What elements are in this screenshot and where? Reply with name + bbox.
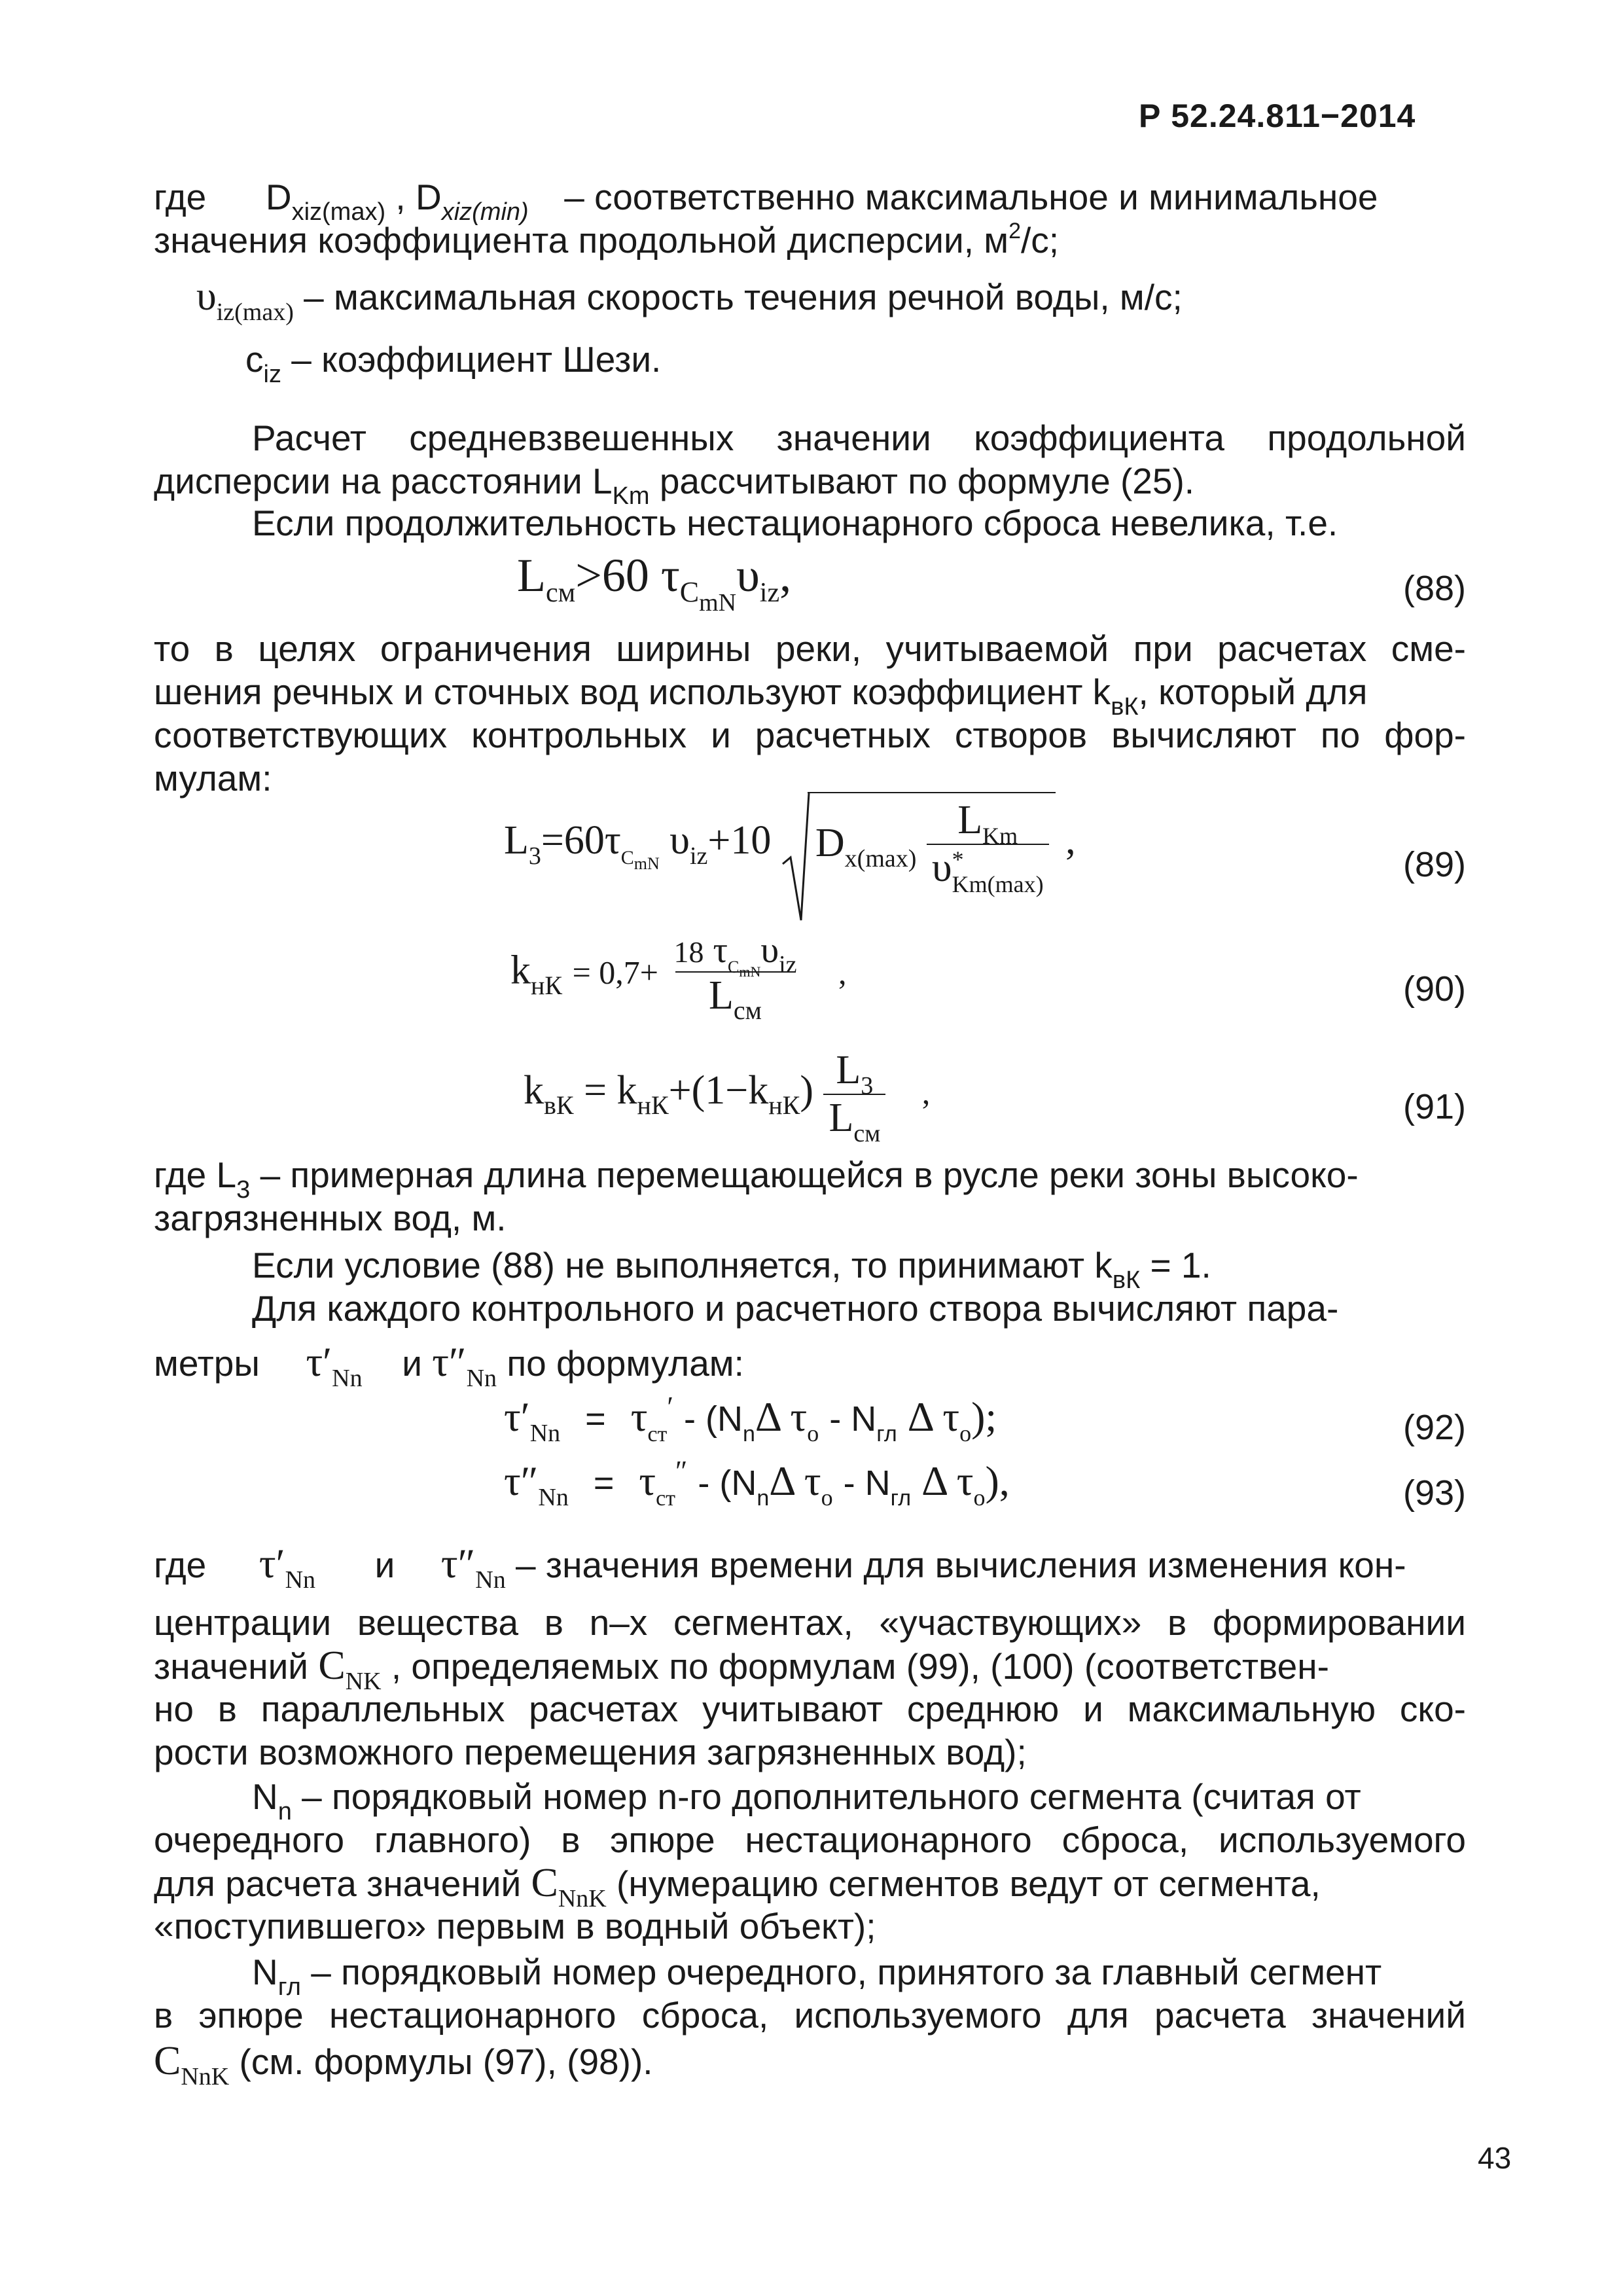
subscript: ст — [656, 1486, 676, 1511]
text-line: то в целях ограничения ширины реки, учитываемой при расчетах сме- — [154, 628, 1466, 669]
symbol: τ″ — [504, 1458, 539, 1504]
subscript: 3 — [528, 842, 541, 870]
subscript: Km(max) — [952, 870, 1044, 897]
subscript: ст — [647, 1422, 668, 1446]
fraction — [669, 929, 802, 1025]
text-line — [154, 2039, 1466, 2088]
subscript: Nn — [466, 1365, 497, 1392]
text: - (N — [684, 1399, 743, 1439]
equation-number: (92) — [1402, 1408, 1466, 1447]
subscript: iz(max) — [216, 298, 294, 326]
text: , который для — [1138, 672, 1368, 712]
text-line — [196, 274, 1508, 326]
symbol: Δ τ — [921, 1458, 974, 1504]
operator: +(1− — [668, 1068, 749, 1113]
subscript: вК — [1111, 693, 1139, 721]
subscript: NnK — [558, 1885, 607, 1912]
symbol: τ″ — [440, 1540, 476, 1587]
equation-number: (89) — [1402, 845, 1466, 884]
text: – максимальная скорость течения речной воды, м/с; — [304, 277, 1183, 317]
superscript: * — [952, 846, 964, 872]
symbol: C — [318, 1643, 346, 1688]
text-line — [154, 1340, 1466, 1390]
subscript: Nn — [538, 1484, 569, 1511]
subscript: n — [277, 1798, 292, 1825]
subscript: n — [757, 1486, 770, 1511]
subscript: нК — [768, 1090, 800, 1121]
symbol: Δ τ — [907, 1393, 960, 1440]
text: N — [252, 1952, 278, 1992]
text: ), — [985, 1458, 1010, 1504]
text: – порядковый номер очередного, принятого за главный сегмент — [311, 1952, 1382, 1992]
subscript: гл — [876, 1422, 897, 1446]
text-line: «поступившего» первым в водный объект); — [154, 1906, 876, 1946]
text-line — [154, 175, 1466, 226]
symbol: Δ τ — [755, 1393, 808, 1440]
equation-91 — [524, 1047, 931, 1147]
text: где L — [154, 1155, 237, 1195]
equation-number: (90) — [1402, 969, 1466, 1009]
text — [843, 1463, 912, 1511]
subscript: xiz(min) — [441, 198, 529, 226]
text: где — [154, 1545, 207, 1585]
text: и — [402, 1343, 422, 1384]
text-line — [154, 219, 1466, 267]
fraction — [823, 1047, 885, 1147]
text: шения речных и сточных вод используют коэффициент k — [154, 672, 1111, 712]
symbol: k — [510, 948, 531, 993]
text: дисперсии на расстоянии L — [154, 461, 613, 501]
text-line: но в параллельных расчетах учитывают среднюю и максимальную ско- — [154, 1689, 1466, 1729]
page-number: 43 — [1478, 2141, 1512, 2175]
symbol: τ — [660, 549, 680, 601]
subscript: mN — [699, 589, 737, 617]
subscript: Km — [612, 482, 650, 510]
text-line: мулам: — [154, 758, 272, 798]
symbol: Δ τ — [769, 1458, 821, 1504]
text: ); — [971, 1393, 997, 1440]
subscript: C — [728, 958, 740, 977]
number: 18 — [673, 935, 704, 969]
operator: =60 — [541, 818, 605, 863]
symbol: L — [836, 1048, 861, 1092]
equation-number: (93) — [1402, 1473, 1466, 1513]
symbol: υ — [760, 930, 779, 971]
symbol: L — [504, 818, 529, 863]
operator: = — [593, 1463, 615, 1503]
text — [684, 1399, 755, 1446]
subscript: iz — [759, 578, 780, 608]
text-line — [252, 1244, 1564, 1294]
text-line — [154, 1153, 1466, 1204]
symbol: L — [829, 1096, 854, 1140]
text: N — [252, 1776, 278, 1817]
text: , — [838, 954, 847, 991]
text: метры — [154, 1343, 260, 1384]
operator: ) — [800, 1068, 813, 1113]
text-line — [154, 1644, 1466, 1693]
symbol: υ — [931, 846, 952, 890]
text: (нумерацию сегментов ведут от сегмента, — [616, 1863, 1321, 1904]
subscript: Nn — [475, 1566, 506, 1594]
symbol: υ — [669, 818, 690, 863]
subscript: вК — [544, 1090, 574, 1121]
subscript: 3 — [236, 1176, 251, 1204]
subscript: xiz(max) — [291, 198, 386, 226]
subscript: o — [821, 1484, 833, 1511]
subscript: n — [742, 1422, 755, 1446]
superscript: 2 — [1008, 219, 1022, 243]
text: и — [374, 1545, 395, 1585]
equation-number: (91) — [1402, 1087, 1466, 1126]
subscript: o — [807, 1420, 819, 1446]
equation-93 — [504, 1455, 1010, 1511]
text: рассчитывают по формуле (25). — [659, 461, 1195, 501]
operator: = — [585, 1399, 606, 1439]
symbol: C — [154, 2039, 181, 2083]
subscript: см — [853, 1120, 881, 1147]
text: для расчета значений — [154, 1863, 522, 1904]
subscript: см — [733, 996, 762, 1025]
text: /с; — [1021, 220, 1060, 260]
symbol: τ′ — [259, 1540, 285, 1587]
symbol: C — [531, 1861, 558, 1905]
subscript: iz — [779, 951, 797, 978]
text-line — [154, 459, 1466, 510]
text-line: в эпюре нестационарного сброса, используемого для расчета значений — [154, 1995, 1466, 2036]
text: Если условие (88) не выполняется, то принимают k — [252, 1245, 1113, 1285]
text — [698, 1463, 770, 1511]
operator: +10 — [707, 818, 772, 863]
text-line — [252, 1950, 1564, 2001]
equation-88 — [517, 548, 792, 617]
fraction — [927, 797, 1049, 897]
symbol: τ″ — [432, 1338, 467, 1385]
subscript: o — [973, 1484, 986, 1511]
text: - (N — [698, 1463, 757, 1503]
subscript: нК — [637, 1090, 669, 1121]
subscript: Nn — [285, 1566, 316, 1594]
operator: = 0,7+ — [572, 954, 658, 991]
text: , определяемых по формулам (99), (100) (соответствен- — [391, 1646, 1329, 1687]
subscript: см — [545, 578, 576, 608]
subscript: mN — [633, 854, 660, 874]
symbol: k — [616, 1068, 637, 1113]
text: , — [921, 1074, 931, 1111]
subscript: Nn — [332, 1365, 363, 1392]
text-line: рости возможного перемещения загрязненных вод); — [154, 1732, 1027, 1772]
text-line: Расчет средневзвешенных значении коэффициента продольной — [252, 418, 1466, 458]
text: , — [779, 549, 792, 601]
symbol: υ — [736, 549, 760, 601]
symbol: k — [748, 1068, 769, 1113]
subscript: Km — [982, 823, 1018, 849]
text: – коэффициент Шези. — [291, 339, 662, 380]
text: = 1. — [1150, 1245, 1211, 1285]
symbol: k — [524, 1068, 544, 1113]
text: , D — [395, 177, 442, 217]
equation-89 — [504, 792, 1076, 897]
text-line: загрязненных вод, м. — [154, 1198, 507, 1238]
text: значения коэффициента продольной дисперсии, м — [154, 220, 1009, 260]
text-line: Для каждого контрольного и расчетного створа вычисляют пара- — [252, 1288, 1339, 1329]
equation-92 — [504, 1391, 997, 1447]
symbol: τ — [604, 818, 621, 863]
subscript: iz — [263, 361, 281, 388]
document-header: Р 52.24.811−2014 — [1139, 98, 1416, 134]
text-line — [154, 1861, 1466, 1910]
text-line: центрации вещества в n–x сегментах, «участвующих» в формировании — [154, 1602, 1466, 1643]
subscript: C — [620, 847, 634, 869]
subscript: NnK — [181, 2063, 230, 2090]
subscript: mN — [739, 963, 761, 980]
superscript: ′ — [667, 1391, 674, 1423]
text: значений — [154, 1646, 309, 1687]
subscript: 3 — [861, 1072, 874, 1100]
text: D — [265, 177, 292, 217]
subscript: гл — [277, 1973, 301, 2001]
symbol: τ′ — [306, 1338, 332, 1385]
sqrt — [781, 792, 1056, 897]
subscript: Nn — [529, 1420, 561, 1447]
text: – порядковый номер n-го дополнительного сегмента (считая от — [302, 1776, 1361, 1817]
text: - N — [843, 1463, 891, 1503]
text-line: Если продолжительность нестационарного сброса невелика, т.е. — [252, 503, 1338, 543]
subscript: o — [959, 1420, 972, 1446]
symbol: τ — [639, 1458, 656, 1504]
subscript: вК — [1112, 1266, 1141, 1294]
subscript: C — [679, 576, 700, 608]
superscript: ″ — [675, 1455, 688, 1487]
subscript: нК — [531, 970, 563, 1000]
text: - N — [829, 1399, 877, 1439]
text: где — [154, 177, 207, 217]
symbol: τ — [630, 1393, 648, 1440]
symbol: τ′ — [504, 1393, 530, 1440]
symbol: c — [245, 339, 264, 380]
symbol: τ — [713, 930, 728, 971]
text-line — [154, 670, 1466, 721]
subscript: x(max) — [844, 845, 917, 873]
symbol: D — [815, 821, 845, 866]
subscript: гл — [890, 1486, 912, 1511]
equation-number: (88) — [1402, 569, 1466, 608]
subscript: iz — [689, 842, 708, 870]
operator: = — [584, 1068, 607, 1113]
text — [829, 1399, 897, 1446]
text: – значения времени для вычисления изменения кон- — [515, 1545, 1406, 1585]
symbol: L — [517, 549, 546, 601]
text: (см. формулы (97), (98)). — [239, 2041, 653, 2082]
sqrt-sign — [781, 792, 810, 923]
equation-90 — [510, 929, 847, 1025]
text-line — [154, 1540, 1466, 1594]
text: – примерная длина перемещающейся в русле реки зоны высоко- — [260, 1155, 1359, 1195]
text: по формулам: — [507, 1343, 744, 1384]
text: – соответственно максимальное и минимальное — [564, 177, 1378, 217]
text-line — [245, 338, 1558, 386]
symbol: L — [709, 973, 734, 1018]
text-line: соответствующих контрольных и расчетных створов вычисляют по фор- — [154, 715, 1466, 755]
text-line — [252, 1775, 1564, 1823]
text-line: очередного главного) в эпюре нестационарного сброса, используемого — [154, 1820, 1466, 1860]
symbol: L — [957, 798, 983, 842]
symbol: υ — [196, 274, 217, 319]
operator: >60 — [575, 549, 649, 601]
subscript: NK — [345, 1668, 382, 1695]
text: , — [1065, 818, 1076, 863]
